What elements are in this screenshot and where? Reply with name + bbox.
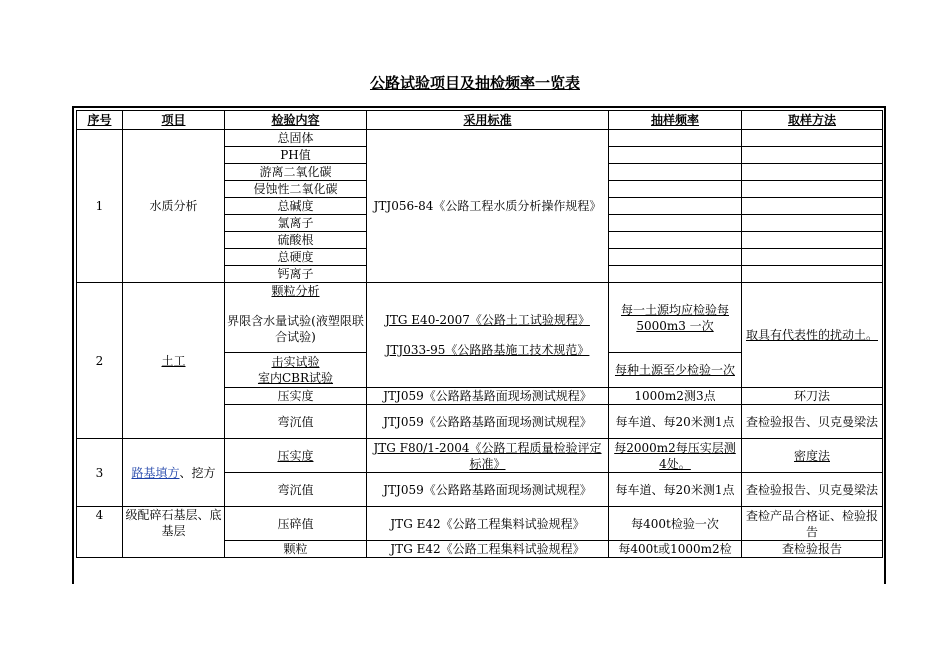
cell-frequency: 每400t检验一次: [609, 507, 742, 541]
content-cbr-test: 室内CBR试验: [257, 371, 334, 385]
cell-frequency: [609, 198, 742, 215]
content-particle-analysis: 颗粒分析: [271, 284, 320, 298]
cell-method: [742, 215, 883, 232]
cell-content: 侵蚀性二氧化碳: [225, 181, 367, 198]
cell-standard: JTJ059《公路路基路面现场测试规程》: [367, 388, 609, 405]
header-row: [77, 111, 883, 130]
cell-item: 水质分析: [123, 130, 225, 283]
cell-seq: 1: [77, 130, 123, 283]
cell-frequency: [609, 130, 742, 147]
document-title: 公路试验项目及抽检频率一览表: [369, 74, 580, 92]
cell-method: 环刀法: [742, 388, 883, 405]
cell-frequency: [609, 164, 742, 181]
table-row: [77, 130, 883, 147]
cell-seq: 2: [77, 283, 123, 439]
cell-standard: JTG E42《公路工程集料试验规程》: [367, 541, 609, 558]
header-method: 取样方法: [742, 111, 883, 130]
cell-method: 查检验报告、贝克曼梁法: [742, 405, 883, 439]
cell-method: 查检验报告: [742, 541, 883, 558]
cell-standard: JTG F80/1-2004《公路工程质量检验评定标准》: [367, 439, 609, 473]
cell-content: 弯沉值: [225, 405, 367, 439]
cell-content: 总碱度: [225, 198, 367, 215]
content-atterberg-limits: 界限含水量试验(液塑限联合试验): [227, 314, 364, 344]
cell-content: 钙离子: [225, 266, 367, 283]
cell-content: 压实度: [225, 388, 367, 405]
inspection-table: [76, 110, 883, 558]
table-row: [77, 507, 883, 541]
item-subgrade-fill-link[interactable]: 路基填方: [131, 465, 180, 480]
cell-method: [742, 266, 883, 283]
cell-method: [742, 130, 883, 147]
header-frequency: 抽样频率: [609, 111, 742, 130]
item-cut: 、挖方: [179, 465, 216, 480]
cell-content: 氯离子: [225, 215, 367, 232]
cell-content: 总硬度: [225, 249, 367, 266]
cell-frequency: 每一土源均应检验每5000m3 一次: [609, 283, 742, 353]
table-row: [77, 439, 883, 473]
cell-content: 弯沉值: [225, 473, 367, 507]
cell-content: PH值: [225, 147, 367, 164]
page-cutoff: [76, 584, 886, 594]
cell-standard: JTG E42《公路工程集料试验规程》: [367, 507, 609, 541]
cell-frequency: 每种土源至少检验一次: [609, 353, 742, 388]
cell-item: 土工: [123, 283, 225, 439]
cell-method: [742, 198, 883, 215]
cell-frequency: 每2000m2每压实层测4处。: [609, 439, 742, 473]
standard-jtj033: JTJ033-95《公路路基施工技术规范》: [385, 343, 590, 357]
cell-content: [225, 353, 367, 388]
cell-method: 查检验报告、贝克曼梁法: [742, 473, 883, 507]
cell-standard: JTJ059《公路路基路面现场测试规程》: [367, 405, 609, 439]
cell-frequency: [609, 266, 742, 283]
cell-frequency: [609, 215, 742, 232]
cell-frequency: 每车道、每20米测1点: [609, 405, 742, 439]
cell-content: 硫酸根: [225, 232, 367, 249]
header-seq: 序号: [77, 111, 123, 130]
cell-seq: 4: [77, 507, 123, 558]
cell-content: 压碎值: [225, 507, 367, 541]
cell-frequency: [609, 232, 742, 249]
cell-frequency: 每400t或1000m2检: [609, 541, 742, 558]
standard-jtg-e40: JTG E40-2007《公路土工试验规程》: [385, 313, 590, 327]
cell-method: 查检产品合格证、检验报告: [742, 507, 883, 541]
cell-method: 取具有代表性的扰动土。: [742, 283, 883, 388]
header-item: 项目: [123, 111, 225, 130]
cell-frequency: 1000m2测3点: [609, 388, 742, 405]
cell-content: 总固体: [225, 130, 367, 147]
cell-method: 密度法: [742, 439, 883, 473]
cell-item: 级配碎石基层、底基层: [123, 507, 225, 558]
table-row: [77, 283, 883, 353]
cell-frequency: [609, 147, 742, 164]
cell-content: 游离二氧化碳: [225, 164, 367, 181]
cell-method: [742, 164, 883, 181]
cell-standard: [367, 283, 609, 388]
cell-method: [742, 249, 883, 266]
cell-seq: 3: [77, 439, 123, 507]
content-compaction-test: 击实试验: [271, 355, 320, 369]
cell-frequency: 每车道、每20米测1点: [609, 473, 742, 507]
cell-content: [225, 283, 367, 353]
cell-method: [742, 232, 883, 249]
cell-item: [123, 439, 225, 507]
cell-content: 压实度: [225, 439, 367, 473]
header-standard: 采用标准: [367, 111, 609, 130]
cell-content: 颗粒: [225, 541, 367, 558]
header-content: 检验内容: [225, 111, 367, 130]
cell-standard: JTJ056-84《公路工程水质分析操作规程》: [367, 130, 609, 283]
cell-method: [742, 147, 883, 164]
cell-method: [742, 181, 883, 198]
cell-standard: JTJ059《公路路基路面现场测试规程》: [367, 473, 609, 507]
cell-frequency: [609, 181, 742, 198]
cell-frequency: [609, 249, 742, 266]
